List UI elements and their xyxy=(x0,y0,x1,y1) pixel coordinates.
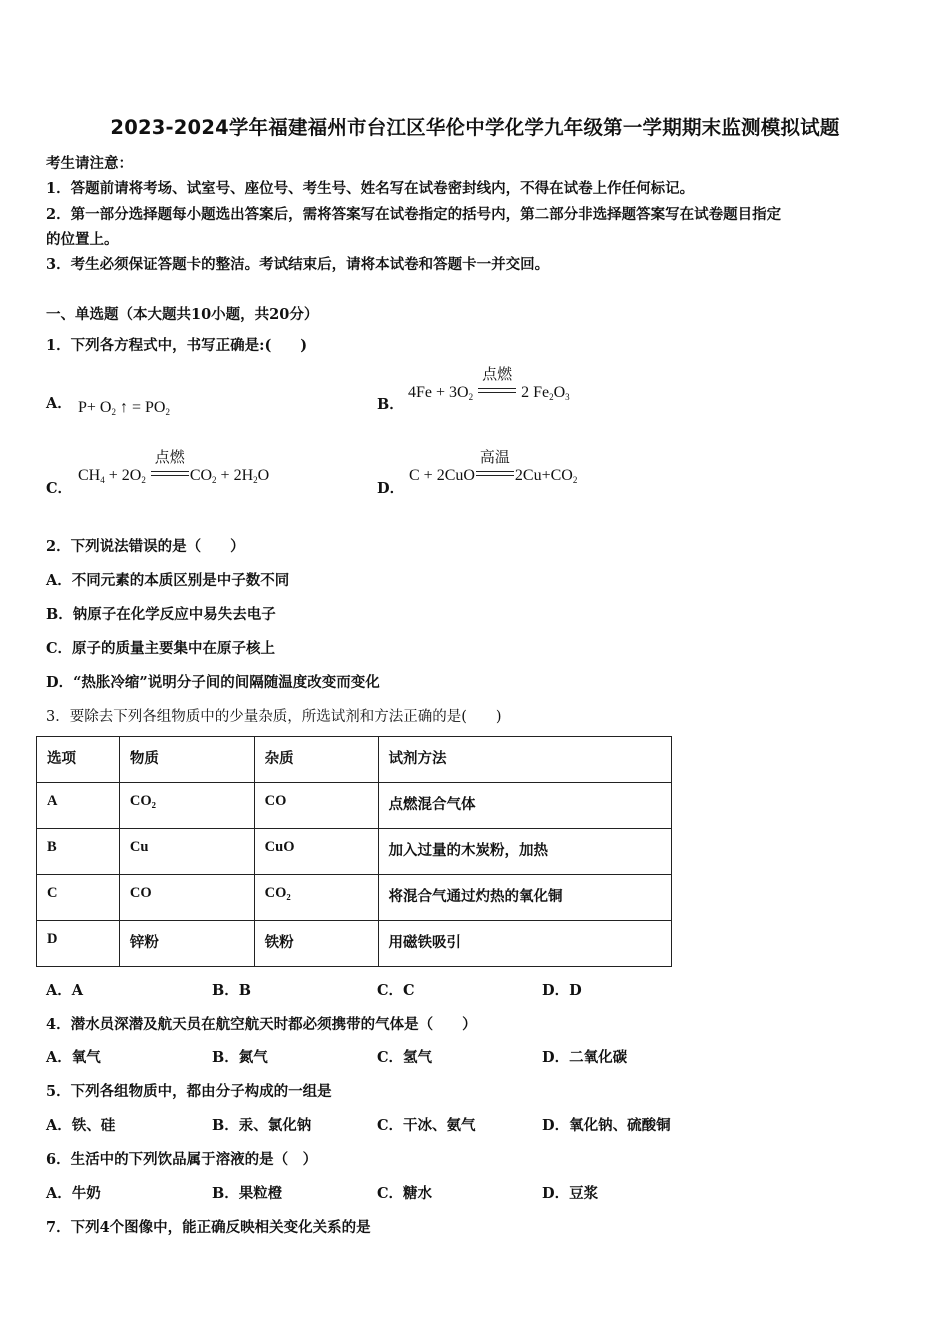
q1-option-b-label: B． xyxy=(377,396,404,413)
table-row xyxy=(37,921,672,967)
table-cell: CuO xyxy=(254,829,378,875)
q3-option: C．C xyxy=(377,982,415,999)
q1-option-c-equation: $CH_4 + 2O_2$ 点燃 $CO_2 + 2H_2O$ xyxy=(78,467,269,485)
q4-option: C．氢气 xyxy=(377,1049,433,1066)
q5-option: A．铁、硅 xyxy=(46,1117,116,1134)
q1-option-c-label: C． xyxy=(46,480,73,497)
q3-option: B．B xyxy=(212,982,252,999)
q4-option: B．氮气 xyxy=(212,1049,268,1066)
q1-option-b-equation: $4Fe + 3O_2$ 点燃 2 $Fe_2O_3$ xyxy=(408,384,570,402)
q6-option: B．果粒橙 xyxy=(212,1185,283,1202)
question-3-stem: 3．要除去下列各组物质中的少量杂质，所选试剂和方法正确的是( ) xyxy=(46,709,502,725)
q5-option: D．氧化钠、硫酸铜 xyxy=(542,1117,671,1134)
table-cell: CO xyxy=(119,875,254,921)
table-header-cell: 物质 xyxy=(119,737,254,783)
notice-item: 3．考生必须保证答题卡的整洁。考试结束后，请将本试卷和答题卡一并交回。 xyxy=(46,256,550,273)
q2-option: D．“热胀冷缩”说明分子间的间隔随温度改变而变化 xyxy=(46,674,380,691)
notice-item: 2．第一部分选择题每小题选出答案后，需将答案写在试卷指定的括号内，第二部分非选择题答案写在试卷题目指定 xyxy=(46,206,782,223)
table-header-cell: 选项 xyxy=(37,737,120,783)
table-cell: A xyxy=(37,783,120,829)
table-cell: Cu xyxy=(119,829,254,875)
question-7-stem: 7．下列4个图像中，能正确反映相关变化关系的是 xyxy=(46,1219,371,1236)
q1-option-a-equation: $P+ O_2$ ↑ = $PO_2$ xyxy=(78,399,170,417)
table-cell: D xyxy=(37,921,120,967)
notice-item: 1．答题前请将考场、试室号、座位号、考生号、姓名写在试卷密封线内，不得在试卷上作任何标记。 xyxy=(46,180,695,197)
table-row xyxy=(37,783,672,829)
impurity-table xyxy=(36,736,672,967)
table-cell: 用磁铁吸引 xyxy=(378,921,672,967)
question-6-stem: 6．生活中的下列饮品属于溶液的是（ ） xyxy=(46,1151,318,1168)
question-5-stem: 5．下列各组物质中，都由分子构成的一组是 xyxy=(46,1083,332,1100)
q5-option: B．汞、氯化钠 xyxy=(212,1117,312,1134)
table-cell: 加入过量的木炭粉，加热 xyxy=(378,829,672,875)
reaction-condition: 高温 xyxy=(479,450,510,466)
q1-option-d-equation: C + 2CuO 高温 $2Cu+CO_2$ xyxy=(409,467,577,485)
q6-option: C．糖水 xyxy=(377,1185,433,1202)
q4-option: A．氧气 xyxy=(46,1049,101,1066)
table-cell: CO₂ xyxy=(119,783,254,829)
table-header-cell: 试剂方法 xyxy=(378,737,672,783)
q1-option-d-label: D． xyxy=(377,480,405,497)
q6-option: D．豆浆 xyxy=(542,1185,599,1202)
q6-option: A．牛奶 xyxy=(46,1185,101,1202)
table-row xyxy=(37,829,672,875)
q4-option: D．二氧化碳 xyxy=(542,1049,628,1066)
table-header-cell: 杂质 xyxy=(254,737,378,783)
section-heading: 一、单选题（本大题共10小题，共20分） xyxy=(46,306,319,323)
table-cell: CO xyxy=(254,783,378,829)
q1-option-a-label: A． xyxy=(46,395,72,412)
q3-option: D．D xyxy=(542,982,582,999)
q5-option: C．干冰、氨气 xyxy=(377,1117,476,1134)
table-cell: CO₂ xyxy=(254,875,378,921)
table-cell: C xyxy=(37,875,120,921)
reaction-condition: 点燃 xyxy=(482,367,513,383)
q2-option: C．原子的质量主要集中在原子核上 xyxy=(46,640,276,657)
reaction-condition: 点燃 xyxy=(154,450,185,466)
q2-option: B．钠原子在化学反应中易失去电子 xyxy=(46,606,276,623)
notice-item: 的位置上。 xyxy=(46,231,119,248)
question-2-stem: 2．下列说法错误的是（ ） xyxy=(46,538,245,555)
table-cell: 将混合气通过灼热的氧化铜 xyxy=(378,875,672,921)
notice-heading: 考生请注意： xyxy=(46,155,133,172)
table-cell: 铁粉 xyxy=(254,921,378,967)
table-header-row xyxy=(37,737,672,783)
table-cell: B xyxy=(37,829,120,875)
table-cell: 点燃混合气体 xyxy=(378,783,672,829)
table-row xyxy=(37,875,672,921)
question-1-stem: 1．下列各方程式中，书写正确是:( ) xyxy=(46,337,308,354)
table-cell: 锌粉 xyxy=(119,921,254,967)
q3-option: A．A xyxy=(46,982,84,999)
page-title: 2023-2024学年福建福州市台江区华伦中学化学九年级第一学期期末监测模拟试题 xyxy=(110,116,840,139)
question-4-stem: 4．潜水员深潜及航天员在航空航天时都必须携带的气体是（ ） xyxy=(46,1016,477,1033)
q2-option: A．不同元素的本质区别是中子数不同 xyxy=(46,572,290,589)
